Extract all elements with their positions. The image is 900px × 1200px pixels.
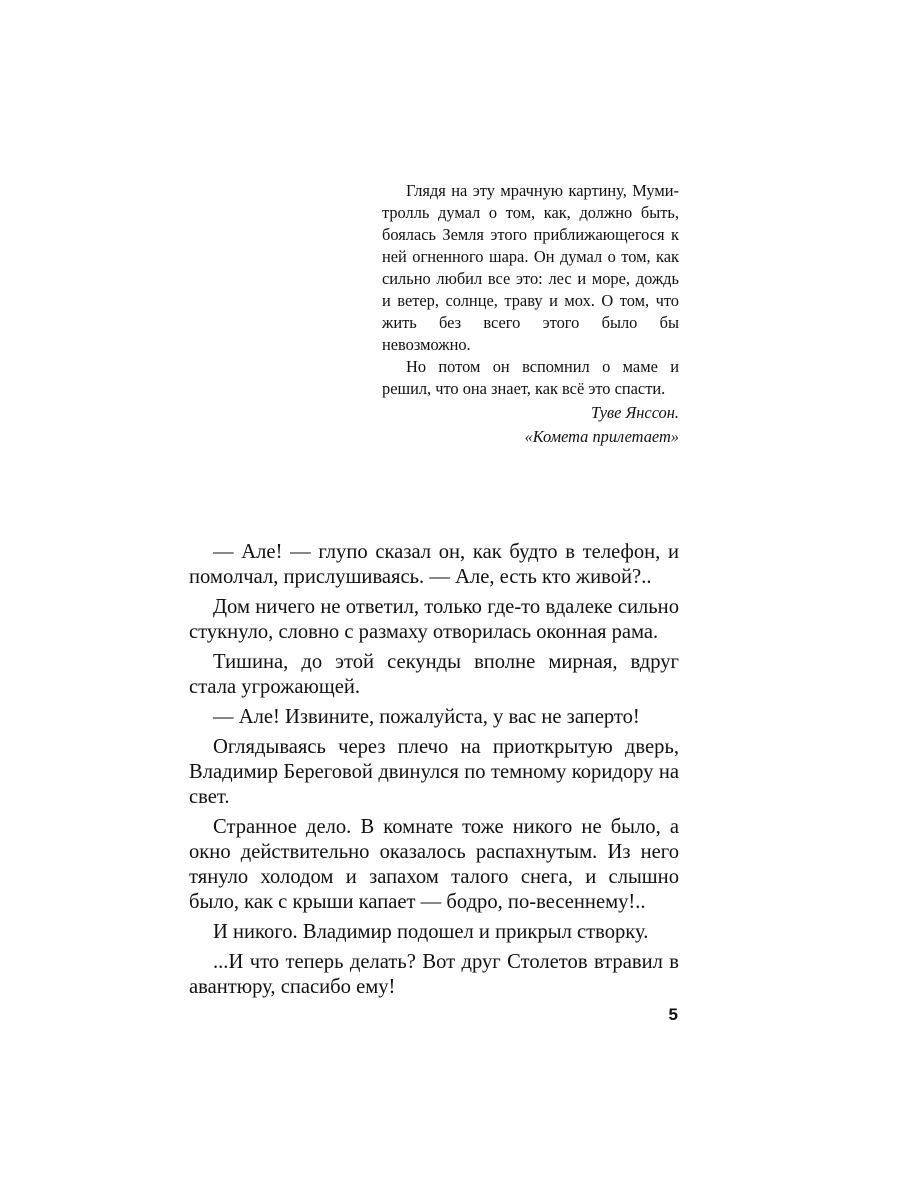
epigraph-attribution: [382, 401, 679, 449]
body-paragraph: — Але! Извините, пожалуйста, у вас не заперто!: [213, 706, 640, 728]
body-paragraph: — Але! — глупо сказал он, как будто в телефон, и помолчал, прислушиваясь. — Але, есть кто живой?..: [189, 541, 679, 588]
body-paragraph: Оглядываясь через плечо на приоткрытую дверь, Владимир Береговой двинулся по темному коридору на свет.: [189, 736, 679, 808]
epigraph-work-title: «Комета прилетает»: [524, 427, 679, 446]
body-paragraph: Тишина, до этой секунды вполне мирная, вдруг стала угрожающей.: [189, 651, 679, 698]
body-paragraph: Дом ничего не ответил, только где-то вдалеке сильно стукнуло, словно с размаху отворилась оконная рама.: [189, 596, 679, 643]
body-paragraph: Странное дело. В комнате тоже никого не было, а окно действительно оказалось распахнутым. Из него тянуло холодом и запахом талого снега, и слышно было, как с крыши капает — бодро, по-весеннему!..: [189, 816, 679, 913]
epigraph-author: Туве Янссон.: [591, 403, 679, 422]
main-text: [189, 540, 679, 1005]
body-paragraph: И никого. Владимир подошел и прикрыл створку.: [213, 921, 649, 943]
epigraph-paragraph: Но потом он вспомнил о маме и решил, что она знает, как всё это спасти.: [382, 357, 679, 398]
epigraph-paragraph: Глядя на эту мрачную картину, Муми-тролль думал о том, как, должно быть, боялась Земля этого приближающегося к ней огненного шара. Он думал о том, как сильно любил все это: лес и море, дождь и ветер, солнце, траву и мох. О том, что жить без всего этого было бы невозможно.: [382, 181, 679, 354]
body-paragraph: ...И что теперь делать? Вот друг Столетов втравил в авантюру, спасибо ему!: [189, 951, 679, 998]
epigraph: [382, 180, 679, 449]
page-number: 5: [668, 1005, 678, 1024]
